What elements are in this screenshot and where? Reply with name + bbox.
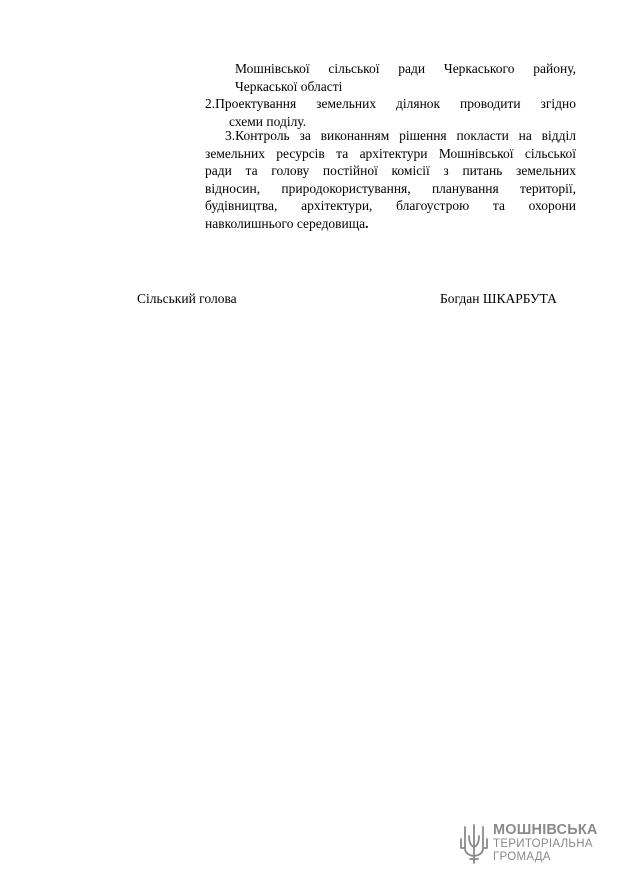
item3-line-2: земельних ресурсів та архітектури Мошнівської сільської [205,145,576,161]
item3-line-4: відносин, природокористування, планування території, [205,180,576,196]
continuation-line-1: Мошнівської сільської ради Черкаського району, [235,61,576,76]
logo-subtitle-2: ГРОМАДА [493,851,551,863]
item3-line-6-text: навколишнього середовища [205,215,366,231]
item2-line-2: схеми поділу. [229,113,307,129]
decision-text-continuation [205,60,576,95]
continuation-line-2: Черкаської області [235,78,343,94]
item3-line-5: будівництва, архітектури, благоустрою та охорони [205,198,576,214]
item2-line-1: 2.Проектування земельних ділянок проводити згідно [205,96,576,111]
item3-line-1: 3.Контроль за виконанням рішення покласти на відділ [225,128,576,143]
community-logo [459,822,604,868]
trident-emblem-icon [459,822,489,866]
logo-subtitle-1: ТЕРИТОРІАЛЬНА [493,838,593,850]
item3-line-6 [205,215,576,233]
logo-text [493,823,598,864]
decision-item-2 [205,95,576,130]
item3-final-period: . [365,215,369,231]
signature-position: Сільський голова [137,291,237,306]
signature-name: Богдан ШКАРБУТА [440,291,557,306]
item3-line-3: ради та голову постійної комісії з питань земельних [205,163,576,179]
decision-item-3 [205,127,576,233]
logo-title: МОШНІВСЬКА [493,822,598,838]
